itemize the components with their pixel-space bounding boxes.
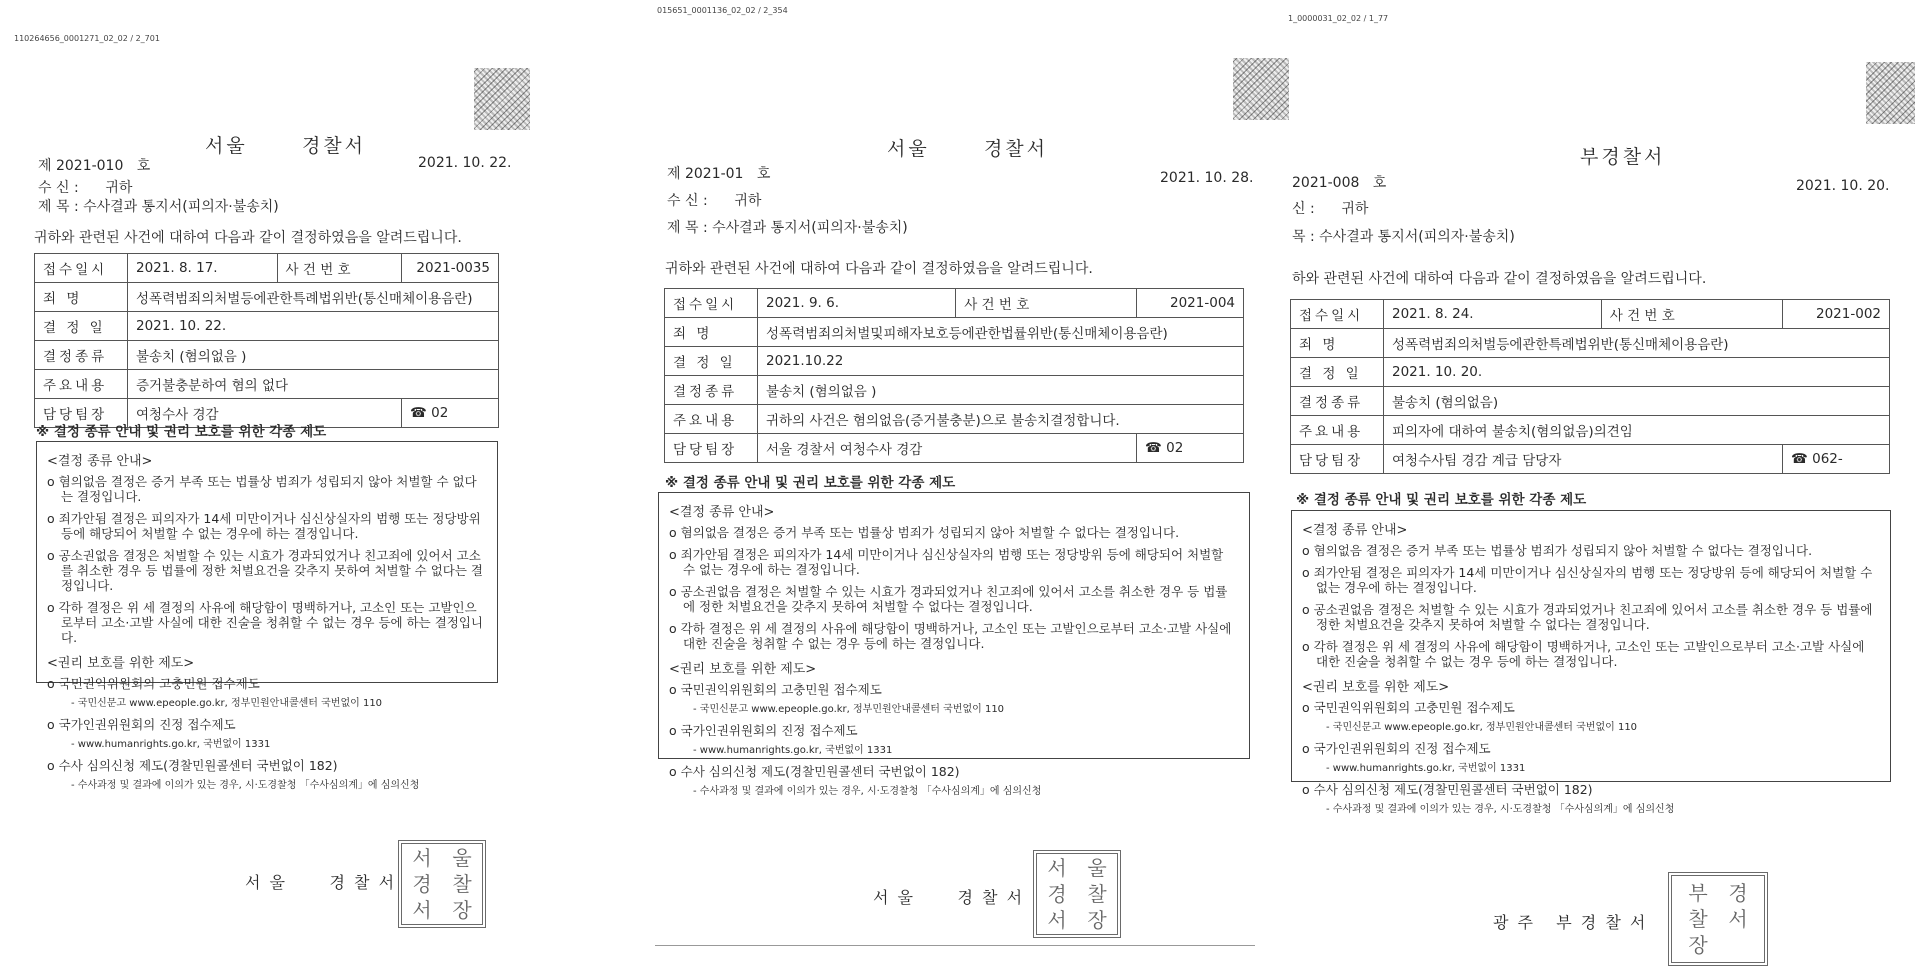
issuer-name: 서 울 경 찰 서 (245, 873, 397, 892)
decision-date-label: 결 정 일 (665, 347, 758, 376)
subject-line: 제 목 : 수사결과 통지서(피의자·불송치) (38, 199, 279, 215)
notice-item: o 죄가안됨 결정은 피의자가 14세 미만이거나 심신상실자의 범행 또는 정당방위 등에 해당되어 처벌할 수 없는 경우에 하는 결정입니다. (47, 511, 481, 541)
rights-item: o 수사 심의신청 제도(경찰민원콜센터 국번없이 182) (669, 764, 960, 779)
rights-detail: - 수사과정 및 결과에 이의가 있는 경우, 시·도경찰청 「수사심의계」에 심의신청 (71, 780, 420, 791)
document-title: 부경찰서 (1580, 146, 1666, 168)
case-number-value: 2021-002 (1782, 300, 1889, 329)
document-date: 2021. 10. 20. (1796, 178, 1890, 194)
notice-heading: ※ 결정 종류 안내 및 권리 보호를 위한 각종 제도 (665, 475, 956, 491)
decision-date-label: 결 정 일 (1291, 358, 1384, 387)
receipt-label: 접수일시 (665, 289, 758, 318)
rights-detail: - www.humanrights.go.kr, 국번없이 1331 (71, 739, 271, 750)
qr-code-icon (474, 68, 530, 130)
issuer-name: 서 울 경 찰 서 (873, 888, 1025, 907)
document-id: 015651_0001136_02_02 / 2_354 (657, 6, 788, 15)
notice-item: o 각하 결정은 위 세 결정의 사유에 해당함이 명백하거나, 고소인 또는 고발인으로부터 고소·고발 사실에 대한 진술을 청취할 수 없는 경우 등에 하는 결정입니다. (669, 621, 1232, 651)
decision-section-title: <결정 종류 안내> (669, 505, 775, 520)
crime-value: 성폭력범죄의처벌등에관한특례법위반(통신매체이용음란) (128, 283, 499, 312)
intro-text: 하와 관련된 사건에 대하여 다음과 같이 결정하였음을 알려드립니다. (1292, 271, 1707, 287)
case-info-table (1290, 299, 1890, 474)
notice-item: o 공소권없음 결정은 처벌할 수 있는 시효가 경과되었거나 친고죄에 있어서 고소를 취소한 경우 등 법률에 정한 처벌요건을 갖추지 못하여 처벌할 수 없다는 결정입니다. (47, 548, 484, 593)
notice-item: o 혐의없음 결정은 증거 부족 또는 법률상 범죄가 성립되지 않아 처벌할 수 없다는 결정입니다. (1302, 543, 1813, 558)
decision-date-value: 2021.10.22 (758, 347, 1244, 376)
main-content-value: 피의자에 대하여 불송치(혐의없음)의견임 (1384, 416, 1890, 445)
official-seal-icon: 서 울 경 찰 서 장 (398, 840, 486, 928)
officer-label: 담당팀장 (35, 399, 128, 428)
rights-item: o 국민권익위원회의 고충민원 접수제도 (669, 682, 882, 697)
notice-item: o 죄가안됨 결정은 피의자가 14세 미만이거나 심신상실자의 범행 또는 정당방위 등에 해당되어 처벌할 수 없는 경우에 하는 결정입니다. (669, 547, 1224, 577)
subject-line: 제 목 : 수사결과 통지서(피의자·불송치) (667, 220, 908, 236)
recipient-line: 수 신 : 귀하 (38, 180, 133, 196)
rights-detail: - www.humanrights.go.kr, 국번없이 1331 (1326, 763, 1526, 774)
receipt-value: 2021. 8. 24. (1384, 300, 1602, 329)
notice-item: o 혐의없음 결정은 증거 부족 또는 법률상 범죄가 성립되지 않아 처벌할 수 없다는 결정입니다. (669, 525, 1180, 540)
notice-document-2 (655, 0, 1265, 972)
qr-code-icon (1866, 62, 1915, 124)
intro-text: 귀하와 관련된 사건에 대하여 다음과 같이 결정하였음을 알려드립니다. (34, 230, 462, 246)
phone-value: ☎ 02 (1137, 434, 1244, 463)
notice-document-3 (1288, 0, 1915, 972)
rights-item: o 국가인권위원회의 진정 접수제도 (1302, 741, 1491, 756)
document-number: 2021-008 호 (1292, 175, 1387, 191)
rights-detail: - 국민신문고 www.epeople.go.kr, 정부민원안내콜센터 국번없이 110 (693, 704, 1005, 715)
rights-item: o 국가인권위원회의 진정 접수제도 (669, 723, 858, 738)
document-id: 110264656_0001271_02_02 / 2_701 (14, 34, 160, 43)
notice-item: o 혐의없음 결정은 증거 부족 또는 법률상 범죄가 성립되지 않아 처벌할 수 없다는 결정입니다. (47, 474, 477, 504)
notice-box (658, 492, 1250, 797)
rights-detail: - 수사과정 및 결과에 이의가 있는 경우, 시·도경찰청 「수사심의계」에 심의신청 (693, 786, 1042, 797)
case-number-value: 2021-004 (1136, 289, 1243, 318)
main-content-label: 주요내용 (665, 405, 758, 434)
rights-section-title: <권리 보호를 위한 제도> (1302, 680, 1450, 695)
rights-section-title: <권리 보호를 위한 제도> (669, 662, 817, 677)
main-content-label: 주요내용 (1291, 416, 1384, 445)
recipient-line: 신 : 귀하 (1292, 201, 1369, 217)
crime-value: 성폭력범죄의처벌및피해자보호등에관한법률위반(통신매체이용음란) (758, 318, 1244, 347)
notice-heading: ※ 결정 종류 안내 및 권리 보호를 위한 각종 제도 (36, 424, 327, 440)
document-number: 제 2021-010 호 (38, 158, 151, 174)
rights-item: o 국가인권위원회의 진정 접수제도 (47, 717, 236, 732)
notice-item: o 각하 결정은 위 세 결정의 사유에 해당함이 명백하거나, 고소인 또는 고발인으로부터 고소·고발 사실에 대한 진술을 청취할 수 없는 경우 등에 하는 결정입니다. (47, 600, 484, 645)
officer-value: 여청수사 경감 (128, 399, 402, 428)
crime-label: 죄 명 (665, 318, 758, 347)
qr-code-icon (1233, 58, 1289, 120)
rights-item: o 국민권익위원회의 고충민원 접수제도 (47, 676, 260, 691)
decision-section-title: <결정 종류 안내> (47, 454, 153, 469)
notice-box (1291, 510, 1891, 815)
phone-value: ☎ 062- (1783, 445, 1890, 474)
main-content-value: 증거불충분하여 혐의 없다 (128, 370, 499, 399)
document-id: 1_0000031_02_02 / 1_77 (1288, 14, 1389, 23)
issuer-name: 광 주 부 경 찰 서 (1493, 913, 1648, 932)
receipt-label: 접수일시 (1291, 300, 1384, 329)
case-number-label: 사 건 번 호 (956, 289, 1137, 318)
notice-item: o 공소권없음 결정은 처벌할 수 있는 시효가 경과되었거나 친고죄에 있어서 고소를 취소한 경우 등 법률에 정한 처벌요건을 갖추지 못하여 처벌할 수 없다는 결정입니다. (1302, 602, 1873, 632)
document-date: 2021. 10. 22. (418, 155, 512, 171)
crime-label: 죄 명 (35, 283, 128, 312)
case-info-table (34, 253, 499, 428)
receipt-value: 2021. 8. 17. (128, 254, 278, 283)
document-date: 2021. 10. 28. (1160, 170, 1254, 186)
rights-section-title: <권리 보호를 위한 제도> (47, 656, 195, 671)
intro-text: 귀하와 관련된 사건에 대하여 다음과 같이 결정하였음을 알려드립니다. (665, 261, 1093, 277)
rights-detail: - 수사과정 및 결과에 이의가 있는 경우, 시·도경찰청 「수사심의계」에 심의신청 (1326, 804, 1675, 815)
rights-detail: - www.humanrights.go.kr, 국번없이 1331 (693, 745, 893, 756)
subject-line: 목 : 수사결과 통지서(피의자·불송치) (1292, 229, 1515, 245)
main-content-label: 주요내용 (35, 370, 128, 399)
case-number-label: 사 건 번 호 (277, 254, 401, 283)
crime-value: 성폭력범죄의처벌등에관한특례법위반(통신매체이용음란) (1384, 329, 1890, 358)
rights-item: o 국민권익위원회의 고충민원 접수제도 (1302, 700, 1515, 715)
case-number-value: 2021-0035 (401, 254, 498, 283)
decision-date-label: 결 정 일 (35, 312, 128, 341)
officer-label: 담당팀장 (665, 434, 758, 463)
receipt-label: 접수일시 (35, 254, 128, 283)
rights-item: o 수사 심의신청 제도(경찰민원콜센터 국번없이 182) (47, 758, 338, 773)
official-seal-icon: 부 경 찰 서 장 (1668, 872, 1768, 966)
crime-label: 죄 명 (1291, 329, 1384, 358)
page-bottom-rule (655, 945, 1255, 946)
rights-item: o 수사 심의신청 제도(경찰민원콜센터 국번없이 182) (1302, 782, 1593, 797)
decision-type-value: 불송치 (혐의없음 ) (758, 376, 1244, 405)
notice-document-1 (0, 0, 520, 972)
main-content-value: 귀하의 사건은 혐의없음(증거불충분)으로 불송치결정합니다. (758, 405, 1244, 434)
notice-item: o 각하 결정은 위 세 결정의 사유에 해당함이 명백하거나, 고소인 또는 고발인으로부터 고소·고발 사실에 대한 진술을 청취할 수 없는 경우 등에 하는 결정입니다. (1302, 639, 1865, 669)
decision-date-value: 2021. 10. 22. (128, 312, 499, 341)
decision-type-value: 불송치 (혐의없음) (1384, 387, 1890, 416)
notice-item: o 죄가안됨 결정은 피의자가 14세 미만이거나 심신상실자의 범행 또는 정당방위 등에 해당되어 처벌할 수 없는 경우에 하는 결정입니다. (1302, 565, 1873, 595)
case-number-label: 사 건 번 호 (1601, 300, 1782, 329)
phone-value: ☎ 02 (402, 399, 499, 428)
case-info-table (664, 288, 1244, 463)
document-title: 서울 경찰서 (887, 138, 1049, 160)
document-number: 제 2021-01 호 (667, 166, 771, 182)
decision-type-value: 불송치 (혐의없음 ) (128, 341, 499, 370)
decision-section-title: <결정 종류 안내> (1302, 523, 1408, 538)
notice-box (36, 441, 498, 791)
officer-value: 서울 경찰서 여청수사 경감 (758, 434, 1137, 463)
rights-detail: - 국민신문고 www.epeople.go.kr, 정부민원안내콜센터 국번없이 110 (1326, 722, 1638, 733)
decision-type-label: 결정종류 (1291, 387, 1384, 416)
officer-value: 여청수사팀 경감 계급 담당자 (1384, 445, 1783, 474)
decision-date-value: 2021. 10. 20. (1384, 358, 1890, 387)
rights-detail: - 국민신문고 www.epeople.go.kr, 정부민원안내콜센터 국번없이 110 (71, 698, 383, 709)
decision-type-label: 결정종류 (665, 376, 758, 405)
official-seal-icon: 서 울 경 찰 서 장 (1033, 850, 1121, 938)
officer-label: 담당팀장 (1291, 445, 1384, 474)
notice-heading: ※ 결정 종류 안내 및 권리 보호를 위한 각종 제도 (1296, 492, 1587, 508)
decision-type-label: 결정종류 (35, 341, 128, 370)
recipient-line: 수 신 : 귀하 (667, 193, 762, 209)
receipt-value: 2021. 9. 6. (758, 289, 956, 318)
notice-item: o 공소권없음 결정은 처벌할 수 있는 시효가 경과되었거나 친고죄에 있어서 고소를 취소한 경우 등 법률에 정한 처벌요건을 갖추지 못하여 처벌할 수 없다는 결정입니다. (669, 584, 1228, 614)
document-title: 서울 경찰서 (205, 135, 367, 157)
